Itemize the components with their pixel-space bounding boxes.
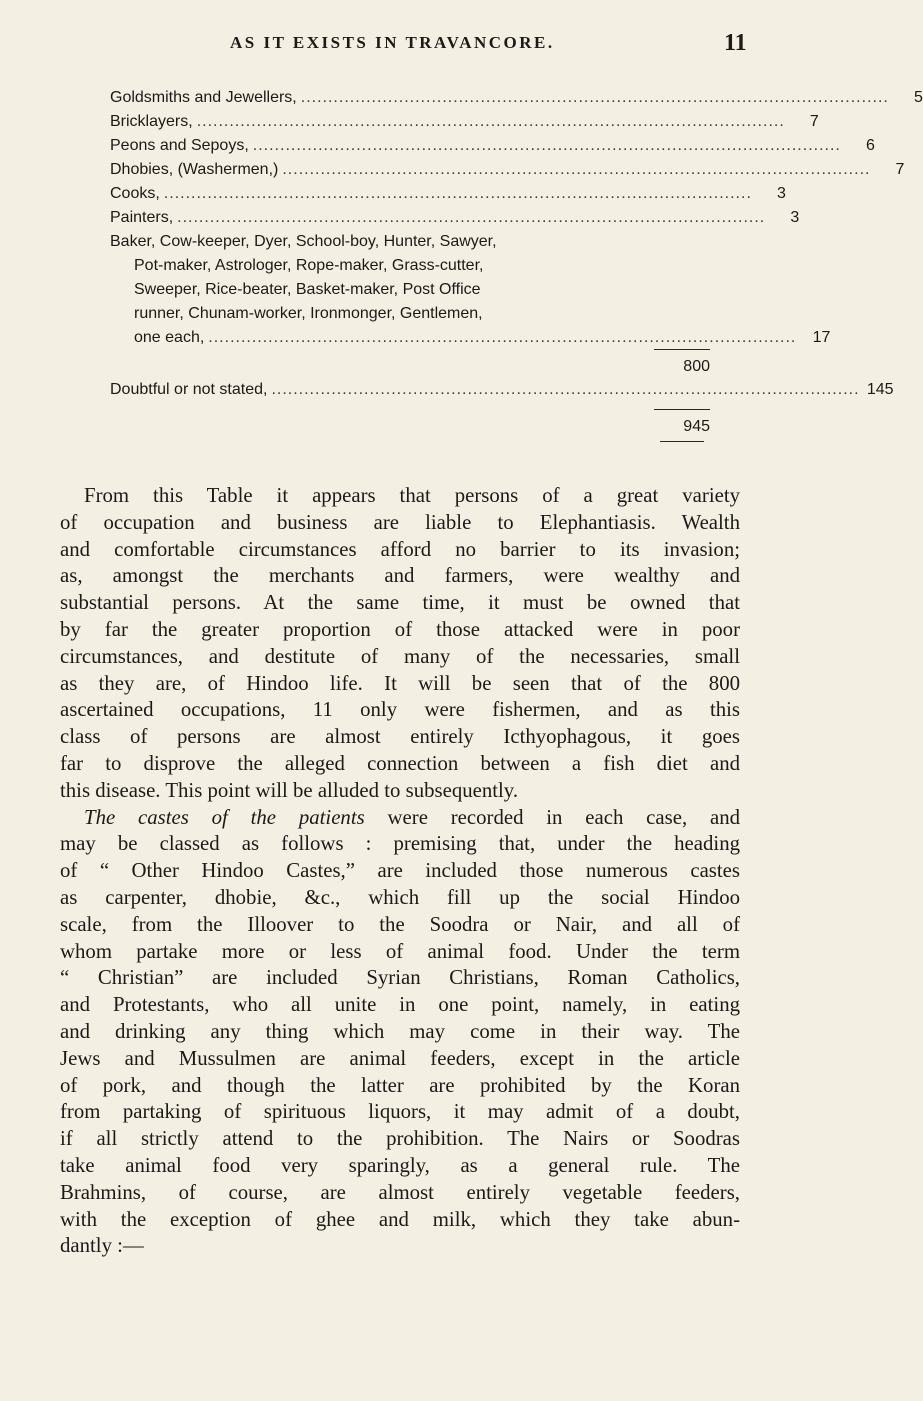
dot-leader: ............................................................................................................ [271,381,860,398]
text-line: scale, from the Illoover to the Soodra or Nair, and all of [60,912,740,936]
text-line: ascertained occupations, 11 only were fishermen, and as this [60,698,740,722]
table-row [110,206,800,230]
text-line: from partaking of spirituous liquors, it may admit of a doubt, [60,1100,740,1124]
text-line: take animal food very sparingly, as a general rule. The [60,1153,740,1177]
text-line: and drinking any thing which may come in their way. The [60,1019,740,1043]
table-row-multi [110,230,831,350]
row-value: 17 [812,329,831,346]
multi-line: runner, Chunam-worker, Ironmonger, Gentlemen, [134,305,483,322]
dot-leader: ............................................................................................................ [300,89,889,106]
doubtful-table [110,378,894,402]
dot-leader: ............................................................................................................ [252,137,841,154]
table-row [110,158,905,182]
text-line [60,805,740,832]
text-line: with the exception of ghee and milk, which they take abun- [60,1207,740,1231]
text-line: as carpenter, dhobie, &c., which fill up the social Hindoo [60,885,740,909]
row-value: 7 [809,113,819,130]
row-value: 145 [866,381,894,398]
text-line: and Protestants, who all unite in one point, namely, in eating [60,993,740,1017]
row-label: Bricklayers, [110,113,193,130]
text-line: whom partake more or less of animal food. Under the term [60,939,740,963]
multi-line: Baker, Cow-keeper, Dyer, School-boy, Hunter, Sawyer, [110,233,497,250]
text-line: as, amongst the merchants and farmers, were wealthy and [60,564,740,588]
text-line: this disease. This point will be alluded to subsequently. [60,778,519,802]
text-line: dantly :— [60,1234,144,1258]
table-row [110,110,819,134]
row-label: Doubtful or not stated, [110,381,268,398]
text-line: of occupation and business are liable to Elephantiasis. Wealth [60,510,740,534]
row-value: 3 [776,185,786,202]
text-line: and comfortable circumstances afford no barrier to its invasion; [60,537,740,561]
row-label: Goldsmiths and Jewellers, [110,89,297,106]
text-line: of “ Other Hindoo Castes,” are included those numerous castes [60,859,740,883]
dot-leader: ............................................................................................................ [208,329,797,346]
row-value: 3 [790,209,800,226]
row-label: Dhobies, (Washermen,) [110,161,279,178]
text-line: if all strictly attend to the prohibition. The Nairs or Soodras [60,1127,740,1151]
table-row [110,86,923,110]
text-line: by far the greater proportion of those attacked were in poor [60,617,740,641]
text-line: Jews and Mussulmen are animal feeders, except in the article [60,1046,740,1070]
text-line: substantial persons. At the same time, it must be owned that [60,591,740,615]
row-label: Painters, [110,209,174,226]
page-number: 11 [724,30,747,56]
text-line: “ Christian” are included Syrian Christians, Roman Catholics, [60,966,740,990]
text-line: of pork, and though the latter are prohibited by the Koran [60,1073,740,1097]
subtotal: 800 [683,358,710,375]
text-line: may be classed as follows : premising that, under the heading [60,832,740,856]
row-label: one each, [134,329,205,346]
sum-rule [654,349,710,350]
italic-phrase: The castes of the patients [84,805,365,829]
text-line: Brahmins, of course, are almost entirely vegetable feeders, [60,1180,740,1204]
row-value: 6 [865,137,875,154]
row-label: Cooks, [110,185,160,202]
sum-rule [660,441,704,442]
row-value: 5 [913,89,923,106]
text-line: class of persons are almost entirely Icthyophagous, it goes [60,725,740,749]
dot-leader: ............................................................................................................ [163,185,752,202]
text-fragment: were recorded in each case, and [364,805,740,829]
dot-leader: ............................................................................................................ [177,209,766,226]
table-row [110,134,875,158]
text-line: as they are, of Hindoo life. It will be seen that of the 800 [60,671,740,695]
row-label: Peons and Sepoys, [110,137,249,154]
row-value: 7 [895,161,905,178]
dot-leader: ............................................................................................................ [196,113,785,130]
table-row [110,182,786,206]
multi-line: Pot-maker, Astrologer, Rope-maker, Grass-cutter, [134,257,484,274]
running-head [0,30,800,60]
multi-last-row [110,326,831,350]
grand-total: 945 [683,418,710,435]
multi-line: Sweeper, Rice-beater, Basket-maker, Post Office [134,281,481,298]
text-line: circumstances, and destitute of many of the necessaries, small [60,644,740,668]
occupation-table [110,86,923,350]
text-line: From this Table it appears that persons of a great variety [84,484,740,507]
table-row [110,378,894,402]
running-title: AS IT EXISTS IN TRAVANCORE. [230,33,555,52]
dot-leader: ............................................................................................................ [282,161,871,178]
body-text [60,483,740,1260]
sum-rule [654,409,710,410]
text-line: far to disprove the alleged connection between a fish diet and [60,751,740,775]
